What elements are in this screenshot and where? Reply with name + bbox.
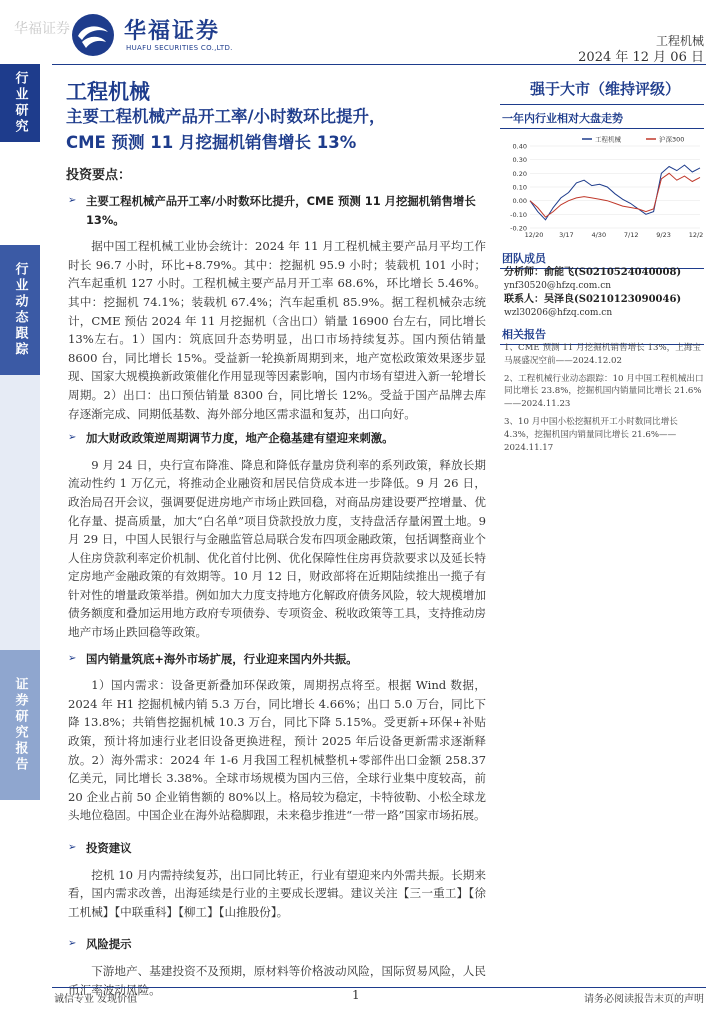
header-divider [52,64,706,65]
chart-heading: 一年内行业相对大盘走势 [500,110,704,129]
y-tick-label: 0.00 [512,197,527,206]
x-tick-label: 3/17 [559,231,574,239]
headline-line-2: CME 预测 11 月挖掘机销售增长 13% [66,133,357,152]
arrow-bullet-icon: ➢ [68,938,77,950]
rating-label: 强于大市（维持评级） [529,80,680,98]
legend-label: 沪深300 [659,135,685,144]
arrow-bullet-icon: ➢ [68,842,77,853]
series-line-hs300 [530,173,700,217]
arrow-bullet-icon: ➢ [68,432,77,444]
section-heading: ➢ 国内销量筑底+海外市场扩展，行业迎来国内外共振。 [68,650,486,669]
arrow-bullet-icon: ➢ [68,652,77,664]
section-paragraph: 下游地产、基建投资不及预期，原材料等价格波动风险，国际贸易风险，人民币汇率波动风险。 [68,963,486,997]
related-reports [504,342,704,459]
sidebar-gap [0,142,40,245]
related-report-item[interactable]: 3、10 月中国小松挖掘机开工小时数同比增长 4.3%，挖掘机国内销量同比增长 21.6%——2024.11.17 [504,416,678,453]
y-tick-label: 0.30 [512,156,527,165]
member-email[interactable]: ynf30520@hfzq.com.cn [504,280,612,291]
rating-divider [500,104,704,105]
headline-line-1: 主要工程机械产品开工率/小时数环比提升， [66,107,386,126]
section-paragraph: 9 月 24 日，央行宣布降准、降息和降低存量房贷利率的系列政策，释放长期流动性约 1 万亿元，将推动企业融资和居民信贷成本进一步降低。9 月 26 日，政治局召开会议，强调要促进房地产市场止跌回稳，对商品房建设要严控增量、优化存量、提高质量，加大“白名单”项目贷款投放力度，支持盘活存量闲置土地。9 月 29 日，中国人民银行与金融监管总局联合发布四项金融政策，包括调整商业个人住房贷款利率定价机制、优化首付比例、优化保障性住房再贷款要求以及延长特定房地产金融政策的有效期等。10 月 12 日，财政部将在近期陆续推出一揽子有针对性的增量政策举措。例如加大力度支持地方化解政府债务风险，较大规模增加债务额度和叠加运用地方政府专项债券、专项资金、税收政策等工具，支持推动房地产市场止跌回稳等政策。 [68,457,486,640]
arrow-bullet-icon: ➢ [68,195,77,206]
logo-cn-text: 华福证券 [124,19,221,44]
team-heading: 团队成员 [500,250,704,269]
team-member [504,293,704,307]
y-tick-label: -0.20 [510,224,527,233]
y-tick-label: 0.10 [512,183,527,192]
sidebar-label-report: 证券研究报告 [0,650,40,800]
x-tick-label: 7/12 [623,231,639,239]
page-number: 1 [352,988,360,1002]
footer-disclaimer: 请务必阅读报告末页的声明 [584,994,704,1005]
legend-label: 工程机械 [595,135,621,144]
section-heading: ➢ 主要工程机械产品开工率/小时数环比提升，CME 预测 11 月挖掘机销售增长 13%。 [68,192,486,229]
x-tick-label: 4/30 [591,231,607,239]
header-date: 2024 年 12 月 06 日 [578,50,704,65]
team-member [504,266,704,280]
main-content [68,192,486,1005]
section-1 [68,192,486,423]
member-name: 吴泽良(S0210123090046) [544,294,682,305]
related-heading: 相关报告 [500,326,704,345]
sidebar-label-tracking: 行业动态跟踪 [0,245,40,375]
section-heading: ➢ 风险提示 [68,935,486,954]
watermark-text: 华福证券 [14,21,70,37]
company-logo [70,10,255,60]
y-tick-label: -0.10 [510,210,527,219]
y-tick-label: 0.40 [512,142,527,151]
x-tick-label: 12/2 [688,231,704,239]
key-points-label: 投资要点： [66,168,132,183]
report-headline [66,104,486,156]
section-2 [68,429,486,642]
header-category: 工程机械 [655,34,704,48]
sidebar-strip [0,375,40,650]
section-heading: ➢ 投资建议 [68,839,486,858]
logo-mark-icon [70,12,116,58]
member-name: 俞能飞(S0210524040008) [544,267,682,278]
member-role: 联系人： [504,294,544,305]
y-tick-label: 0.20 [512,169,527,178]
related-report-item[interactable]: 1、CME 预测 11 月挖掘机销售增长 13%，上海宝马展盛况空前——2024.12.02 [504,343,701,366]
related-report-item[interactable]: 2、工程机械行业动态跟踪：10 月中国工程机械出口同比增长 23.8%，挖掘机国内销量同比增长 21.6%——2024.11.23 [504,373,704,410]
section-4 [68,839,486,921]
section-heading: ➢ 加大财政政策逆周期调节力度，地产企稳基建有望迎来刺激。 [68,429,486,448]
section-paragraph: 据中国工程机械工业协会统计：2024 年 11 月工程机械主要产品月平均工作时长 96.7 小时，环比+8.79%。其中：挖掘机 95.9 小时；装载机 101 小时；汽车起重机 127 小时。工程机械主要产品月开工率 68.6%，环比增长 5.46%。其中：挖掘机 74.1%；装载机 67.4%；汽车起重机 85.9%。据工程机械杂志统计，CME 预估 2024 年 11 月挖掘机（含出口）销量 16900 台左右，同比增长 13%左右。1）国内：筑底回升态势明显，出口市场持续复苏。国内预估销量 8600 台，同比增长 15%。受益新一轮换新周期到来，地产宽松政策效果逐步显现、国家大规模换新政策催化作用显现等因素影响，国内市场有望进入新一轮增长周期。2）出口：出口预估销量 8300 台，同比增长 12%。受益于国产品牌去库存逐渐完成、同期低基数、海外部分地区需求温和复苏，出口向好。 [68,239,486,421]
member-role: 分析师： [504,267,544,278]
footer-divider [52,987,706,988]
logo-en-text: HUAFU SECURITIES CO.,LTD. [126,44,233,52]
member-email[interactable]: wzl30206@hfzq.com.cn [504,307,613,318]
sidebar-label-research: 行业研究 [0,64,40,142]
relative-performance-chart [500,132,704,240]
section-paragraph: 挖机 10 月内需持续复苏，出口同比转正，行业有望迎来内外需共振。长期来看，国内需求改善，出海延续是行业的主要成长逻辑。建议关注【三一重工】【徐工机械】【中联重科】【柳工】【山推股份】。 [68,867,486,919]
x-tick-label: 12/20 [524,231,544,239]
footer-slogan: 诚信专业 发现价值 [54,994,138,1005]
team-members [504,266,704,320]
section-paragraph: 1）国内需求：设备更新叠加环保政策，周期拐点将至。根据 Wind 数据，2024 年 H1 挖掘机械内销 5.3 万台，同比增长 4.66%；出口 5.0 万台，同比下降 13.8%；共销售挖掘机械 10.3 万台，同比下降 5.15%。受更新+环保+补贴政策，预计将加速行业老旧设备更换进程，预计 2025 年后设备更新需求逐渐释放。2）海外需求：2024 年 1-6 月我国工程机械整机+零部件出口金额 258.37 亿美元，同比增长 3.38%。全球市场规模为国内三倍，全球行业集中度较高，前 20 企业占前 50 企业销售额的 80%以上。格局较为稳定，卡特彼勒、小松全球龙头地位稳固。中国企业在海外站稳脚跟，未来稳步推进“一带一路”国家市场拓展。 [68,678,486,823]
section-3 [68,650,486,825]
x-tick-label: 9/23 [656,231,671,239]
industry-title: 工程机械 [66,80,150,104]
